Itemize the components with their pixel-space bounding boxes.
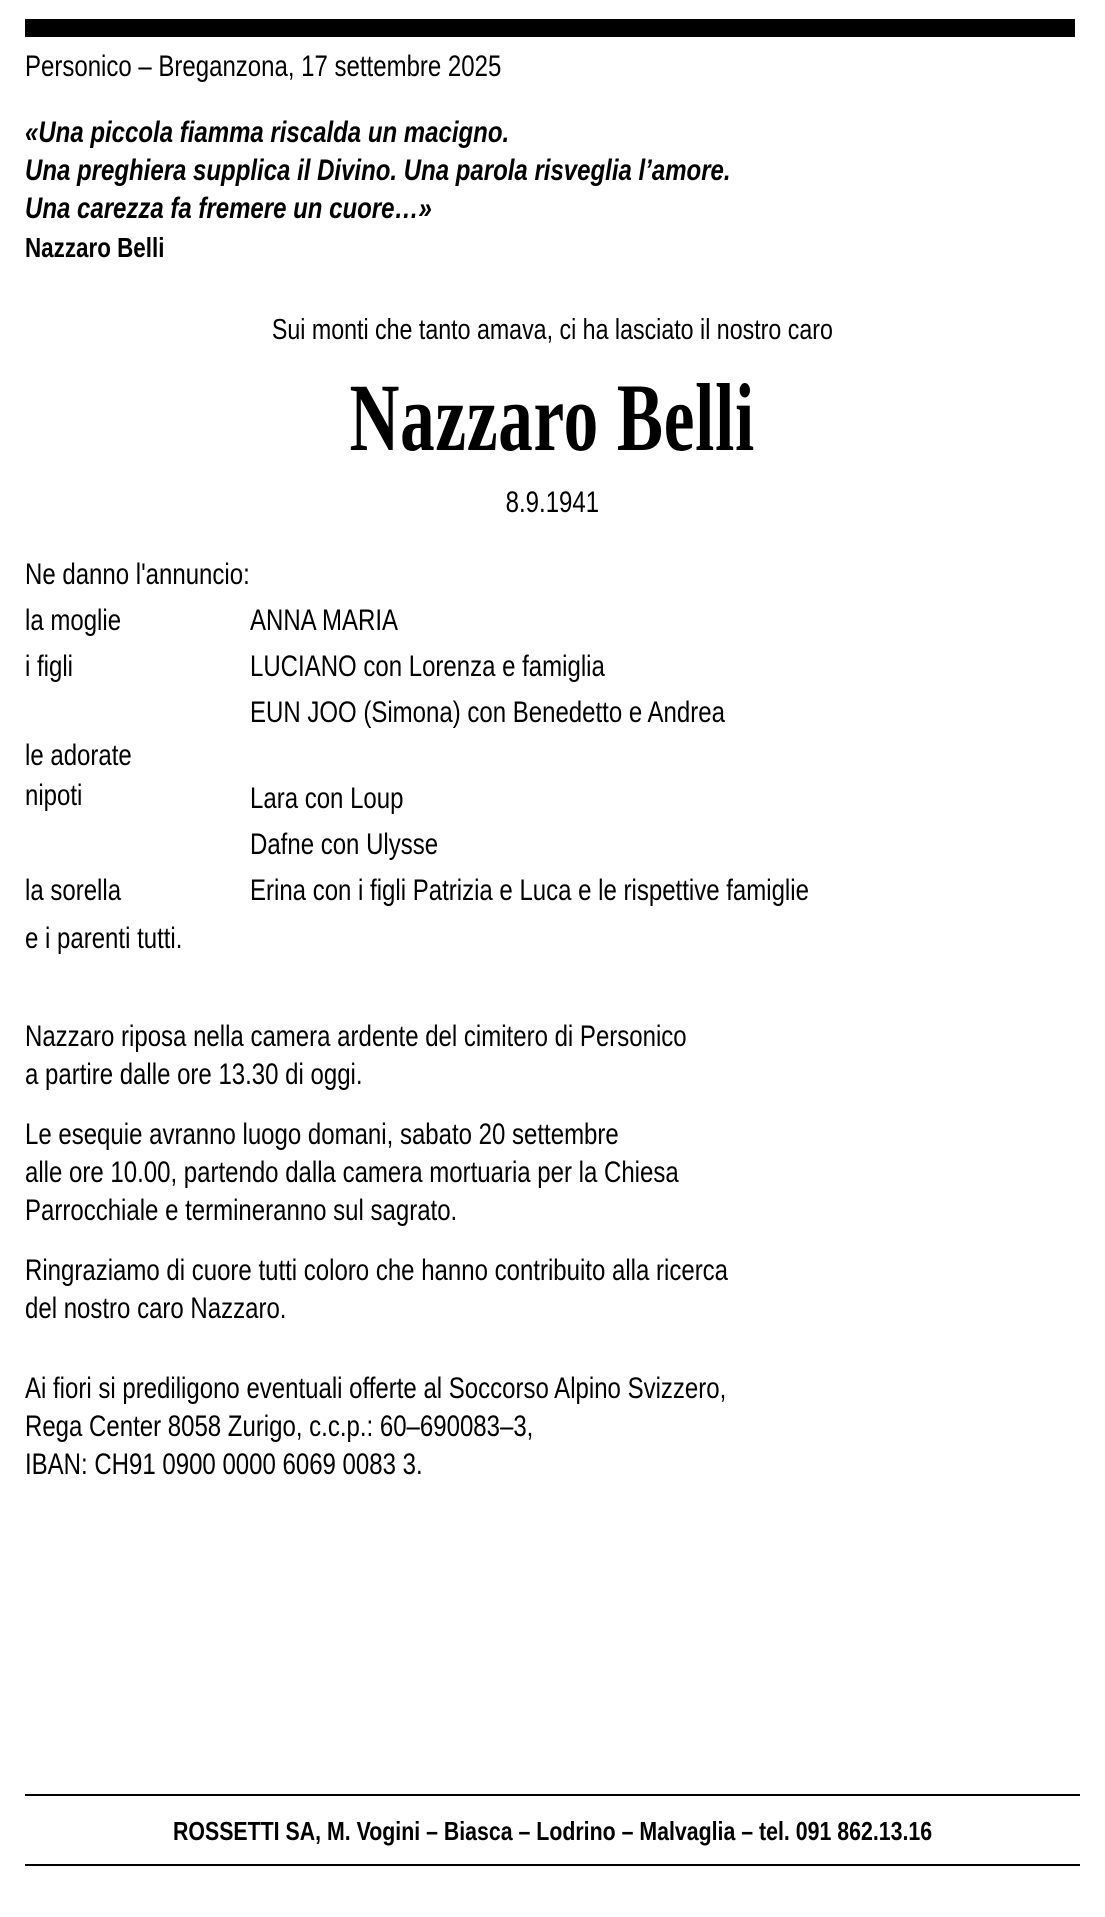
family-name-text: LUCIANO con Lorenza e famiglia <box>250 650 605 683</box>
family-row-children <box>25 644 1080 736</box>
donations-line-3 <box>25 1446 1080 1484</box>
quote-line-3-text: Una carezza fa fremere un cuore…» <box>25 192 432 225</box>
thanks-paragraph <box>25 1252 1080 1328</box>
family-row-wife <box>25 598 1080 644</box>
family-names-cell <box>250 868 1080 914</box>
thanks-line-1 <box>25 1252 1080 1290</box>
lead-in-text <box>25 312 1080 348</box>
donations-line-1 <box>25 1370 1080 1408</box>
family-names-cell <box>250 644 1080 736</box>
donations-paragraph <box>25 1370 1080 1484</box>
funeral-line-1 <box>25 1116 1080 1154</box>
family-relation-label: i figli <box>25 650 74 683</box>
family-name-line <box>250 690 1080 736</box>
announcement-intro-text: Ne danno l'annuncio: <box>25 558 250 591</box>
announcement-intro <box>25 556 1080 594</box>
family-closing <box>25 918 1080 960</box>
family-name-text: Lara con Loup <box>250 782 404 815</box>
family-name-line <box>250 644 1080 690</box>
funeral-line-1-text: Le esequie avranno luogo domani, sabato 20 settembre <box>25 1118 619 1151</box>
birth-date <box>25 484 1080 522</box>
quote-line-2-text: Una preghiera supplica il Divino. Una parola risveglia l’amore. <box>25 154 731 187</box>
deceased-name-text: Nazzaro Belli <box>349 364 756 471</box>
resting-line-2-text: a partire dalle ore 13.30 di oggi. <box>25 1058 363 1091</box>
thanks-line-2 <box>25 1290 1080 1328</box>
funeral-line-3-text: Parrocchiale e termineranno sul sagrato. <box>25 1194 458 1227</box>
birth-date-text: 8.9.1941 <box>505 486 600 519</box>
family-relation-cell <box>25 868 250 914</box>
funeral-paragraph <box>25 1116 1080 1230</box>
family-name-text: Dafne con Ulysse <box>250 828 439 861</box>
donations-line-2 <box>25 1408 1080 1446</box>
quote-line-2 <box>25 152 1080 190</box>
family-row-grandchildren <box>25 736 1080 868</box>
deceased-name <box>25 366 1080 470</box>
family-names-spacer <box>250 736 1080 776</box>
family-relation-label-top: le adorate <box>25 739 132 772</box>
quote-author <box>25 230 1080 266</box>
donations-line-1-text: Ai fiori si prediligono eventuali offerte al Soccorso Alpino Svizzero, <box>25 1372 727 1405</box>
quote-line-3 <box>25 190 1080 228</box>
family-list <box>25 598 1080 914</box>
resting-line-1-text: Nazzaro riposa nella camera ardente del cimitero di Personico <box>25 1020 687 1053</box>
family-names-cell <box>250 598 1080 644</box>
family-name-line <box>250 822 1080 868</box>
family-relation-line-2 <box>25 776 250 816</box>
resting-paragraph <box>25 1018 1080 1094</box>
family-relation-label: nipoti <box>25 779 83 812</box>
family-name-text: EUN JOO (Simona) con Benedetto e Andrea <box>250 696 725 729</box>
quote-author-text: Nazzaro Belli <box>25 232 165 263</box>
family-name-line <box>250 776 1080 822</box>
thanks-line-2-text: del nostro caro Nazzaro. <box>25 1292 287 1325</box>
notice-content <box>25 48 1080 1506</box>
family-relation-line-1 <box>25 736 250 776</box>
footer-rule-bottom <box>25 1864 1080 1866</box>
memorial-quote <box>25 114 1080 228</box>
donations-iban-text: IBAN: CH91 0900 0000 6069 0083 3. <box>25 1448 423 1481</box>
funeral-line-2-text: alle ore 10.00, partendo dalla camera mortuaria per la Chiesa <box>25 1156 679 1189</box>
family-relation-stack <box>25 736 250 816</box>
lead-in-label: Sui monti che tanto amava, ci ha lasciato il nostro caro <box>272 314 833 346</box>
funeral-home-credit-text: ROSSETTI SA, M. Vogini – Biasca – Lodrino – Malvaglia – tel. 091 862.13.16 <box>172 1816 933 1846</box>
family-relation-cell <box>25 644 250 736</box>
family-relation-cell <box>25 736 250 868</box>
funeral-home-credit <box>25 1796 1080 1864</box>
family-name-text: Erina con i figli Patrizia e Luca e le rispettive famiglie <box>250 874 809 907</box>
family-row-sister <box>25 868 1080 914</box>
donations-line-2-text: Rega Center 8058 Zurigo, c.c.p.: 60–690083–3, <box>25 1410 534 1443</box>
place-and-date <box>25 48 1080 86</box>
thanks-line-1-text: Ringraziamo di cuore tutti coloro che hanno contribuito alla ricerca <box>25 1254 729 1287</box>
resting-line-2 <box>25 1056 1080 1094</box>
family-names-cell <box>250 736 1080 868</box>
funeral-line-2 <box>25 1154 1080 1192</box>
quote-line-1 <box>25 114 1080 152</box>
place-and-date-text: Personico – Breganzona, 17 settembre 2025 <box>25 50 502 83</box>
family-relation-cell <box>25 598 250 644</box>
family-name-text: ANNA MARIA <box>250 604 399 637</box>
quote-line-1-text: «Una piccola fiamma riscalda un macigno. <box>25 116 510 149</box>
family-relation-label: la sorella <box>25 874 122 907</box>
family-relation-label: la moglie <box>25 604 122 637</box>
top-black-rule <box>25 19 1075 37</box>
footer <box>25 1794 1080 1866</box>
funeral-line-3 <box>25 1192 1080 1230</box>
family-closing-text: e i parenti tutti. <box>25 922 183 955</box>
resting-line-1 <box>25 1018 1080 1056</box>
